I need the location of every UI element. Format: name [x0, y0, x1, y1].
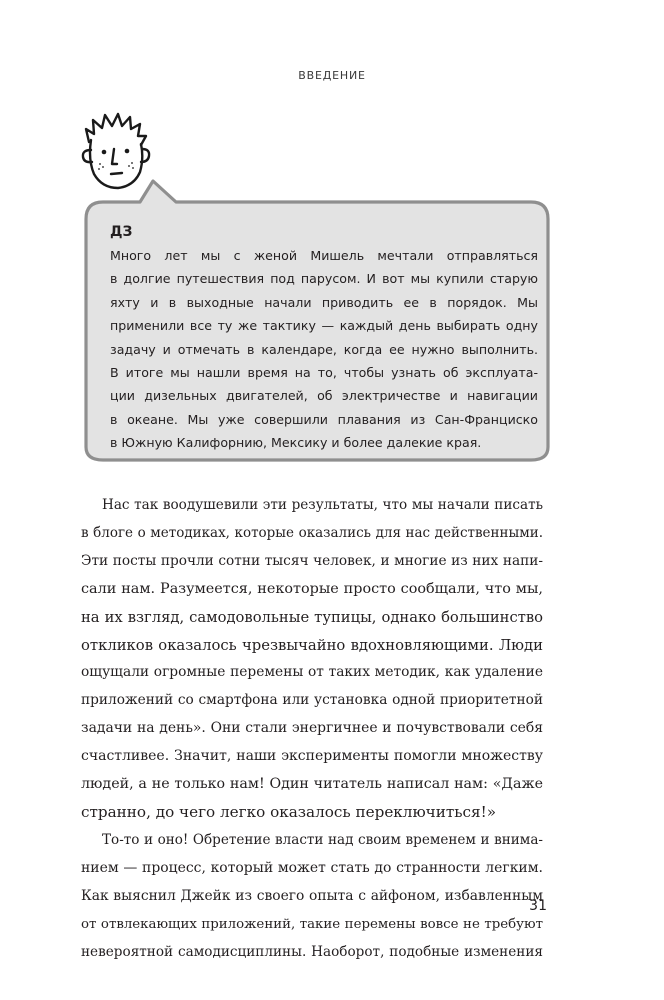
body-line: откликов оказалось чрезвычайно вдохновляющими. Люди — [81, 636, 543, 654]
body-line: нием — процесс, который может стать до странности легким. — [81, 859, 543, 876]
body-line: от отвлекающих приложений, такие перемены вовсе не требуют — [81, 916, 543, 932]
callout-text — [110, 244, 538, 455]
body-line: То-то и оно! Обретение власти над своим временем и внима- — [102, 831, 543, 848]
callout-line: в Южную Калифорнию, Мексику и более далекие края. — [110, 435, 482, 451]
body-line: людей, а не только нам! Один читатель написал нам: «Даже — [81, 776, 543, 793]
body-line: ощущали огромные перемены от таких методик, как удаление — [81, 664, 543, 681]
callout-line: яхту и в выходные начали приводить ее в порядок. Мы — [110, 294, 538, 310]
body-text — [81, 492, 543, 966]
callout-line: ции дизельных двигателей, об электричестве и навигации — [110, 388, 538, 404]
body-line: на их взгляд, самодовольные тупицы, однако большинство — [81, 608, 543, 626]
body-line: странно, до чего легко оказалось переключиться!» — [81, 802, 496, 821]
body-line: Как выяснил Джейк из своего опыта с айфоном, избавленным — [81, 887, 543, 904]
callout-line: в долгие путешествия под парусом. И вот мы купили старую — [110, 271, 538, 287]
running-head: ВВЕДЕНИЕ — [298, 69, 366, 82]
body-line: счастливее. Значит, наши эксперименты помогли множеству — [81, 748, 543, 765]
body-line: в блоге о методиках, которые оказались для нас действенными. — [81, 524, 543, 541]
body-line: сали нам. Разумеется, некоторые просто сообщали, что мы, — [81, 580, 543, 597]
callout-content — [110, 221, 538, 455]
avatar-icon — [76, 112, 156, 202]
body-line: задачи на день». Они стали энергичнее и почувствовали себя — [81, 720, 543, 737]
page-number: 31 — [529, 898, 547, 914]
callout-line: В итоге мы нашли время на то, чтобы узнать об эксплуата- — [110, 365, 538, 381]
callout-line: Много лет мы с женой Мишель мечтали отправляться — [110, 248, 538, 263]
body-line: Эти посты прочли сотни тысяч человек, и многие из них напи- — [81, 552, 543, 569]
body-line: приложений со смартфона или установка одной приоритетной — [81, 692, 543, 709]
body-line: невероятной самодисциплины. Наоборот, подобные изменения — [81, 943, 543, 960]
callout-author: ДЗ — [110, 224, 133, 240]
callout-line: задачу и отмечать в календаре, когда ее нужно выполнить. — [110, 341, 538, 357]
callout-line: в океане. Мы уже совершили плавания из Сан-Франциско — [110, 411, 538, 427]
body-line: Нас так воодушевили эти результаты, что мы начали писать — [102, 497, 543, 513]
callout-line: применили все ту же тактику — каждый день выбирать одну — [110, 318, 538, 334]
